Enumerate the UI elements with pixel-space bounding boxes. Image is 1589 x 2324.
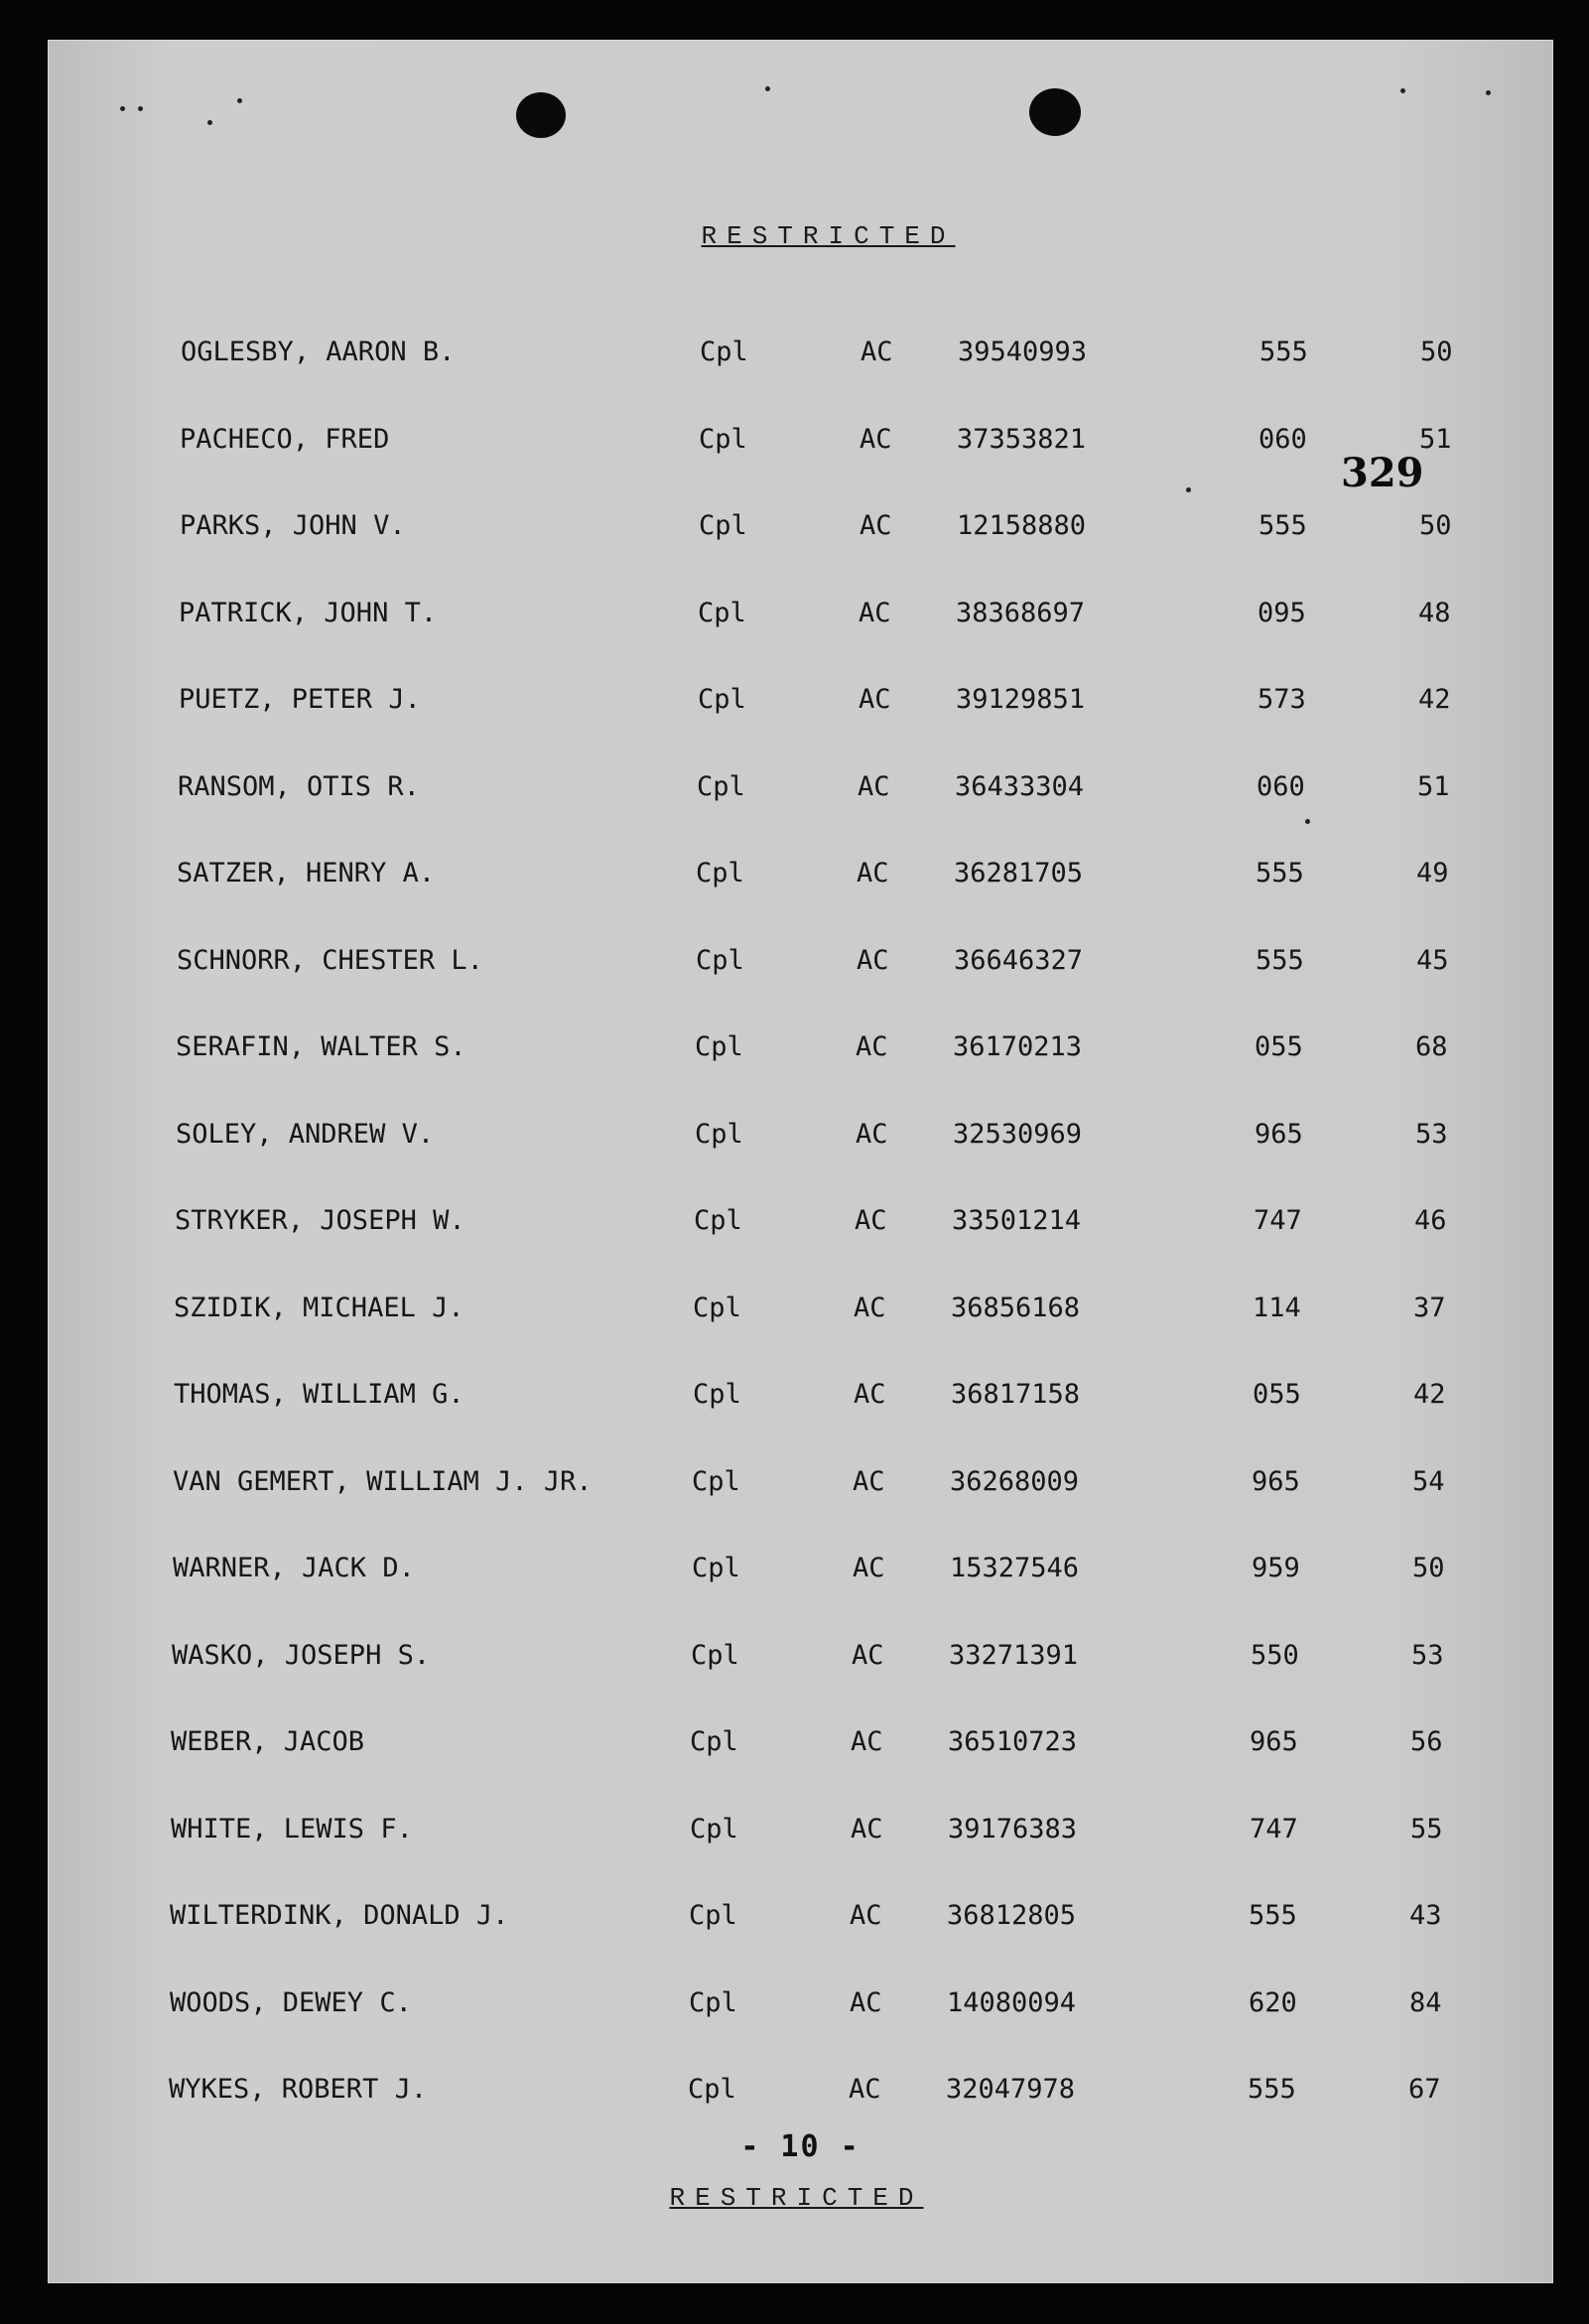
table-row	[49, 1205, 1552, 1245]
grade: Cpl	[694, 1205, 742, 1236]
code-number: 550	[1251, 1639, 1299, 1671]
code-number: 620	[1249, 1986, 1297, 2018]
arm-of-service: AC	[851, 1726, 883, 1757]
grade: Cpl	[693, 1379, 741, 1410]
grade: Cpl	[698, 597, 746, 628]
score-value: 51	[1419, 423, 1452, 455]
table-row	[49, 945, 1552, 985]
person-name: WEBER, JACOB	[171, 1726, 365, 1757]
score-value: 42	[1418, 684, 1451, 715]
punch-hole	[516, 92, 566, 138]
arm-of-service: AC	[858, 770, 890, 802]
serial-number: 36817158	[951, 1379, 1081, 1410]
stamp-number: 329	[1341, 450, 1424, 496]
serial-number: 12158880	[957, 510, 1087, 541]
grade: Cpl	[695, 1031, 743, 1062]
score-value: 50	[1412, 1553, 1445, 1583]
grade: Cpl	[696, 944, 744, 976]
arm-of-service: AC	[853, 1465, 885, 1497]
score-value: 49	[1416, 858, 1449, 889]
serial-number: 36433304	[955, 770, 1085, 802]
table-row	[49, 337, 1552, 376]
score-value: 56	[1410, 1726, 1443, 1757]
code-number: 555	[1259, 337, 1308, 367]
table-row	[49, 2074, 1552, 2114]
grade: Cpl	[689, 1900, 737, 1931]
arm-of-service: AC	[850, 1986, 882, 2018]
arm-of-service: AC	[855, 1205, 887, 1236]
person-name: SOLEY, ANDREW V.	[176, 1118, 435, 1150]
serial-number: 36268009	[950, 1465, 1080, 1497]
grade: Cpl	[692, 1465, 740, 1497]
arm-of-service: AC	[856, 1031, 888, 1062]
person-name: WASKO, JOSEPH S.	[172, 1639, 431, 1671]
table-row	[49, 1031, 1552, 1071]
restricted-header: RESTRICTED	[701, 221, 956, 251]
serial-number: 39129851	[956, 684, 1086, 715]
code-number: 055	[1253, 1379, 1301, 1410]
serial-number: 33501214	[952, 1205, 1082, 1236]
score-value: 53	[1415, 1118, 1448, 1150]
serial-number: 38368697	[956, 597, 1086, 628]
score-value: 68	[1415, 1031, 1448, 1062]
table-row	[49, 858, 1552, 897]
score-value: 55	[1410, 1813, 1443, 1845]
grade: Cpl	[688, 2074, 736, 2105]
grade: Cpl	[689, 1986, 737, 2018]
code-number: 965	[1255, 1118, 1303, 1150]
table-row	[49, 598, 1552, 637]
code-number: 555	[1256, 858, 1304, 889]
serial-number: 36170213	[953, 1031, 1083, 1062]
restricted-footer: RESTRICTED	[669, 2183, 924, 2213]
person-name: WHITE, LEWIS F.	[171, 1813, 413, 1845]
score-value: 43	[1409, 1900, 1442, 1931]
arm-of-service: AC	[852, 1639, 884, 1671]
code-number: 747	[1250, 1813, 1298, 1845]
arm-of-service: AC	[851, 1813, 883, 1845]
person-name: SCHNORR, CHESTER L.	[177, 944, 483, 976]
grade: Cpl	[692, 1553, 740, 1583]
score-value: 67	[1408, 2074, 1441, 2105]
code-number: 959	[1252, 1553, 1300, 1583]
table-row	[49, 1640, 1552, 1680]
code-number: 747	[1254, 1205, 1302, 1236]
person-name: PATRICK, JOHN T.	[179, 597, 438, 628]
arm-of-service: AC	[861, 337, 893, 367]
score-value: 54	[1412, 1465, 1445, 1497]
score-value: 48	[1418, 597, 1451, 628]
code-number: 555	[1258, 510, 1307, 541]
table-row	[49, 1553, 1552, 1592]
speck	[237, 98, 242, 103]
code-number: 573	[1258, 684, 1306, 715]
document-page	[48, 40, 1553, 2283]
person-name: STRYKER, JOSEPH W.	[175, 1205, 465, 1236]
person-name: RANSOM, OTIS R.	[178, 770, 420, 802]
serial-number: 37353821	[957, 423, 1087, 455]
arm-of-service: AC	[860, 510, 892, 541]
person-name: VAN GEMERT, WILLIAM J. JR.	[173, 1465, 593, 1497]
person-name: WARNER, JACK D.	[173, 1553, 415, 1583]
table-row	[49, 1726, 1552, 1766]
serial-number: 36856168	[951, 1292, 1081, 1323]
person-name: THOMAS, WILLIAM G.	[174, 1379, 464, 1410]
grade: Cpl	[695, 1118, 743, 1150]
code-number: 095	[1258, 597, 1306, 628]
punch-hole	[1029, 88, 1081, 136]
arm-of-service: AC	[859, 597, 891, 628]
score-value: 50	[1420, 337, 1453, 367]
grade: Cpl	[690, 1813, 738, 1845]
arm-of-service: AC	[859, 684, 891, 715]
grade: Cpl	[690, 1726, 738, 1757]
person-name: PACHECO, FRED	[180, 423, 390, 455]
person-name: OGLESBY, AARON B.	[181, 337, 456, 367]
speck	[1186, 487, 1191, 492]
score-value: 51	[1417, 770, 1450, 802]
speck	[207, 120, 212, 125]
grade: Cpl	[698, 684, 746, 715]
code-number: 060	[1258, 423, 1307, 455]
grade: Cpl	[691, 1639, 739, 1671]
table-row	[49, 1987, 1552, 2027]
code-number: 060	[1257, 770, 1305, 802]
serial-number: 39176383	[948, 1813, 1078, 1845]
arm-of-service: AC	[857, 944, 889, 976]
person-name: WILTERDINK, DONALD J.	[170, 1900, 509, 1931]
grade: Cpl	[699, 423, 747, 455]
grade: Cpl	[693, 1292, 741, 1323]
score-value: 50	[1419, 510, 1452, 541]
code-number: 055	[1255, 1031, 1303, 1062]
code-number: 555	[1256, 944, 1304, 976]
page-number: - 10 -	[740, 2129, 861, 2164]
speck	[120, 106, 125, 111]
serial-number: 36646327	[954, 944, 1084, 976]
table-row	[49, 1119, 1552, 1159]
person-name: PARKS, JOHN V.	[180, 510, 406, 541]
person-name: SZIDIK, MICHAEL J.	[174, 1292, 464, 1323]
code-number: 555	[1248, 2074, 1296, 2105]
grade: Cpl	[697, 770, 745, 802]
person-name: SATZER, HENRY A.	[177, 858, 436, 889]
person-name: PUETZ, PETER J.	[179, 684, 421, 715]
table-row	[49, 1814, 1552, 1853]
code-number: 114	[1253, 1292, 1301, 1323]
arm-of-service: AC	[854, 1379, 886, 1410]
arm-of-service: AC	[850, 1900, 882, 1931]
score-value: 46	[1414, 1205, 1447, 1236]
serial-number: 36281705	[954, 858, 1084, 889]
table-row	[49, 1900, 1552, 1940]
score-value: 37	[1413, 1292, 1446, 1323]
serial-number: 14080094	[947, 1986, 1077, 2018]
speck	[1305, 819, 1310, 824]
table-row	[49, 510, 1552, 550]
speck	[1486, 90, 1491, 95]
person-name: WOODS, DEWEY C.	[170, 1986, 412, 2018]
score-value: 45	[1416, 944, 1449, 976]
person-name: SERAFIN, WALTER S.	[176, 1031, 466, 1062]
score-value: 84	[1409, 1986, 1442, 2018]
arm-of-service: AC	[854, 1292, 886, 1323]
speck	[138, 106, 143, 111]
serial-number: 33271391	[949, 1639, 1079, 1671]
table-row	[49, 684, 1552, 724]
arm-of-service: AC	[857, 858, 889, 889]
table-row	[49, 1466, 1552, 1506]
arm-of-service: AC	[860, 423, 892, 455]
grade: Cpl	[699, 510, 747, 541]
arm-of-service: AC	[856, 1118, 888, 1150]
person-name: WYKES, ROBERT J.	[169, 2074, 428, 2105]
arm-of-service: AC	[853, 1553, 885, 1583]
serial-number: 39540993	[958, 337, 1088, 367]
speck	[765, 86, 770, 91]
code-number: 965	[1252, 1465, 1300, 1497]
table-row	[49, 771, 1552, 811]
score-value: 42	[1413, 1379, 1446, 1410]
code-number: 965	[1250, 1726, 1298, 1757]
serial-number: 36812805	[947, 1900, 1077, 1931]
serial-number: 32047978	[946, 2074, 1076, 2105]
code-number: 555	[1249, 1900, 1297, 1931]
arm-of-service: AC	[849, 2074, 881, 2105]
table-row	[49, 1293, 1552, 1332]
table-row	[49, 1379, 1552, 1419]
score-value: 53	[1411, 1639, 1444, 1671]
serial-number: 15327546	[950, 1553, 1080, 1583]
speck	[1400, 88, 1405, 93]
grade: Cpl	[696, 858, 744, 889]
serial-number: 36510723	[948, 1726, 1078, 1757]
grade: Cpl	[700, 337, 748, 367]
table-row	[49, 424, 1552, 464]
serial-number: 32530969	[953, 1118, 1083, 1150]
